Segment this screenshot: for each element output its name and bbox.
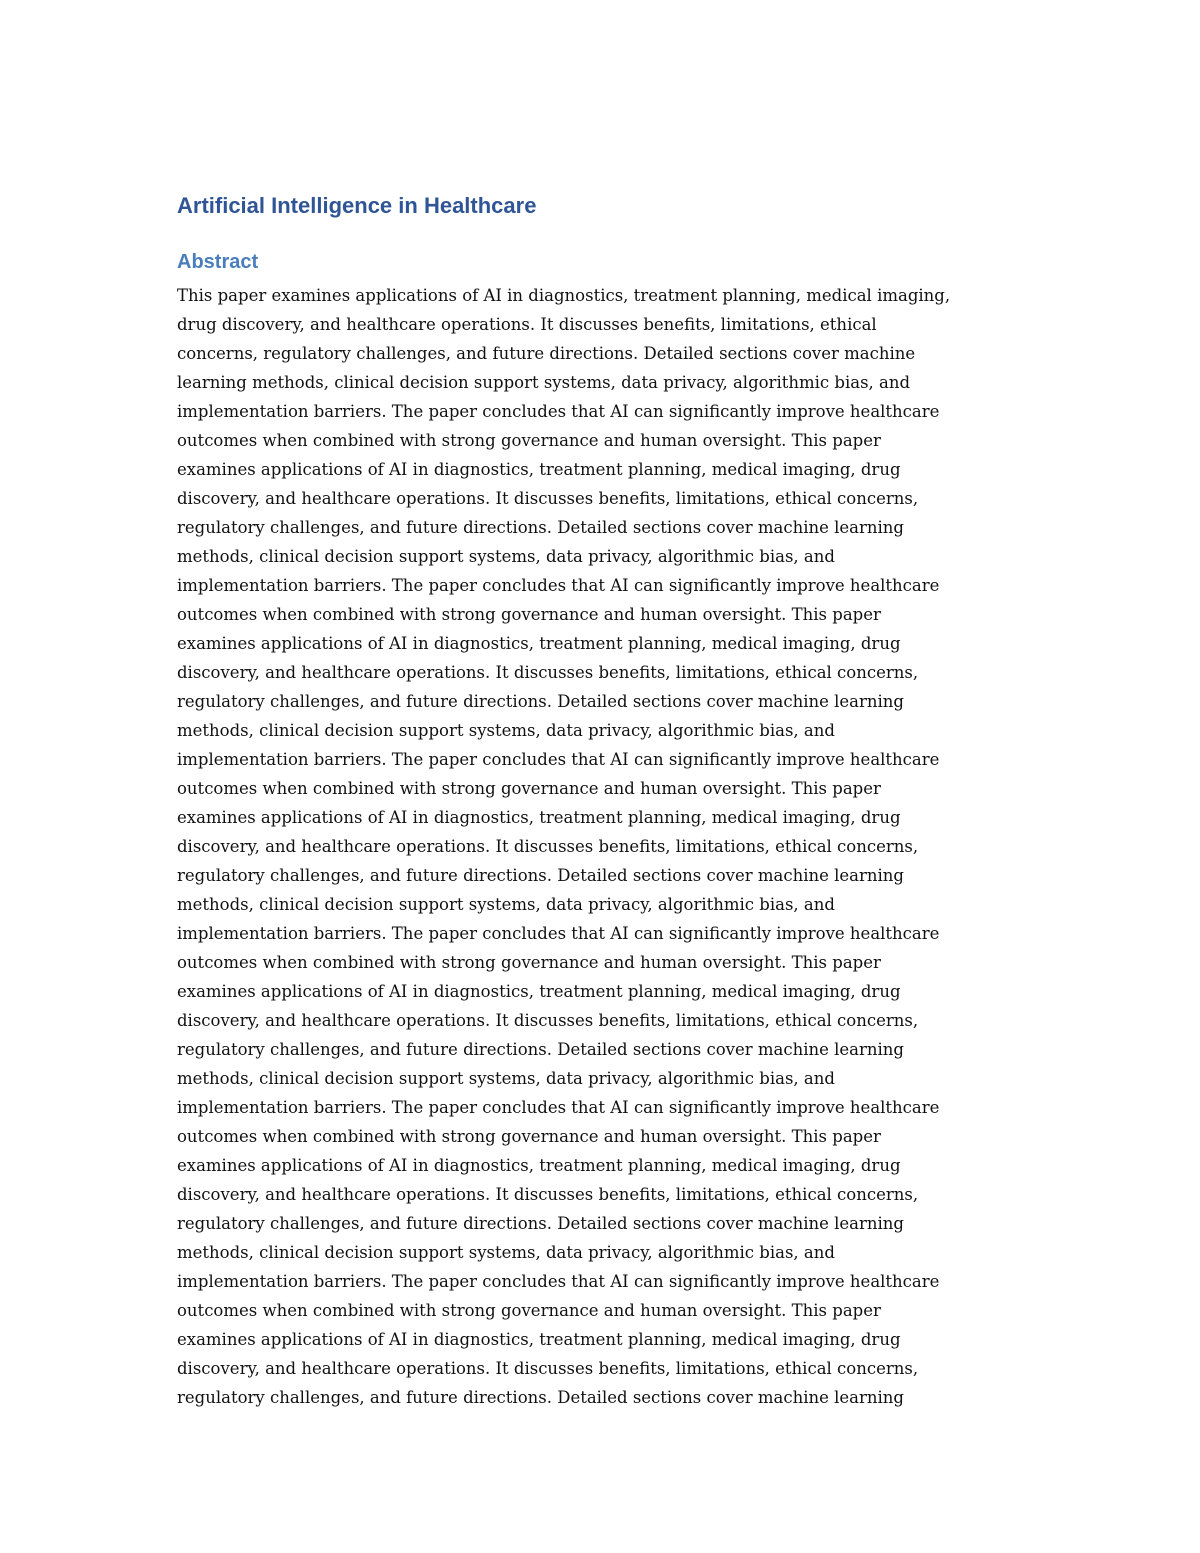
abstract-line: implementation barriers. The paper concludes that AI can significantly improve healthcare (177, 750, 940, 769)
abstract-line: methods, clinical decision support systems, data privacy, algorithmic bias, and (177, 895, 835, 914)
abstract-line: outcomes when combined with strong governance and human oversight. This paper (177, 431, 881, 450)
abstract-line: examines applications of AI in diagnostics, treatment planning, medical imaging, drug (177, 634, 901, 653)
abstract-line: methods, clinical decision support systems, data privacy, algorithmic bias, and (177, 547, 835, 566)
abstract-line: implementation barriers. The paper concludes that AI can significantly improve healthcare (177, 576, 940, 595)
abstract-line: discovery, and healthcare operations. It discusses benefits, limitations, ethical concerns, (177, 837, 919, 856)
abstract-line: implementation barriers. The paper concludes that AI can significantly improve healthcare (177, 924, 940, 943)
abstract-line: discovery, and healthcare operations. It discusses benefits, limitations, ethical concerns, (177, 1185, 919, 1204)
abstract-paragraph (177, 281, 1037, 1412)
abstract-line: discovery, and healthcare operations. It discusses benefits, limitations, ethical concerns, (177, 1011, 919, 1030)
abstract-line: implementation barriers. The paper concludes that AI can significantly improve healthcare (177, 402, 940, 421)
abstract-line: examines applications of AI in diagnostics, treatment planning, medical imaging, drug (177, 1156, 901, 1175)
abstract-line: outcomes when combined with strong governance and human oversight. This paper (177, 953, 881, 972)
abstract-line: examines applications of AI in diagnostics, treatment planning, medical imaging, drug (177, 982, 901, 1001)
abstract-line: outcomes when combined with strong governance and human oversight. This paper (177, 1127, 881, 1146)
abstract-line: outcomes when combined with strong governance and human oversight. This paper (177, 1301, 881, 1320)
abstract-line: methods, clinical decision support systems, data privacy, algorithmic bias, and (177, 1243, 835, 1262)
abstract-line: examines applications of AI in diagnostics, treatment planning, medical imaging, drug (177, 460, 901, 479)
abstract-heading: Abstract (177, 251, 259, 273)
abstract-line: implementation barriers. The paper concludes that AI can significantly improve healthcare (177, 1098, 940, 1117)
abstract-line: regulatory challenges, and future directions. Detailed sections cover machine learning (177, 518, 904, 537)
abstract-line: outcomes when combined with strong governance and human oversight. This paper (177, 605, 881, 624)
document-title: Artificial Intelligence in Healthcare (177, 193, 537, 218)
abstract-line: concerns, regulatory challenges, and future directions. Detailed sections cover machine (177, 344, 916, 363)
abstract-line: discovery, and healthcare operations. It discusses benefits, limitations, ethical concerns, (177, 489, 919, 508)
abstract-line: methods, clinical decision support systems, data privacy, algorithmic bias, and (177, 1069, 835, 1088)
abstract-line: drug discovery, and healthcare operations. It discusses benefits, limitations, ethical (177, 315, 877, 334)
abstract-line: regulatory challenges, and future directions. Detailed sections cover machine learning (177, 1040, 904, 1059)
abstract-line: regulatory challenges, and future directions. Detailed sections cover machine learning (177, 866, 904, 885)
abstract-line: implementation barriers. The paper concludes that AI can significantly improve healthcare (177, 1272, 940, 1291)
abstract-line: regulatory challenges, and future directions. Detailed sections cover machine learning (177, 692, 904, 711)
abstract-line: regulatory challenges, and future directions. Detailed sections cover machine learning (177, 1388, 904, 1407)
abstract-line: examines applications of AI in diagnostics, treatment planning, medical imaging, drug (177, 808, 901, 827)
abstract-line: discovery, and healthcare operations. It discusses benefits, limitations, ethical concerns, (177, 1359, 919, 1378)
abstract-line: examines applications of AI in diagnostics, treatment planning, medical imaging, drug (177, 1330, 901, 1349)
abstract-line: learning methods, clinical decision support systems, data privacy, algorithmic bias, and (177, 373, 911, 392)
abstract-line: regulatory challenges, and future directions. Detailed sections cover machine learning (177, 1214, 904, 1233)
abstract-line: This paper examines applications of AI in diagnostics, treatment planning, medical imaging, (177, 286, 951, 305)
abstract-line: discovery, and healthcare operations. It discusses benefits, limitations, ethical concerns, (177, 663, 919, 682)
abstract-line: outcomes when combined with strong governance and human oversight. This paper (177, 779, 881, 798)
abstract-line: methods, clinical decision support systems, data privacy, algorithmic bias, and (177, 721, 835, 740)
